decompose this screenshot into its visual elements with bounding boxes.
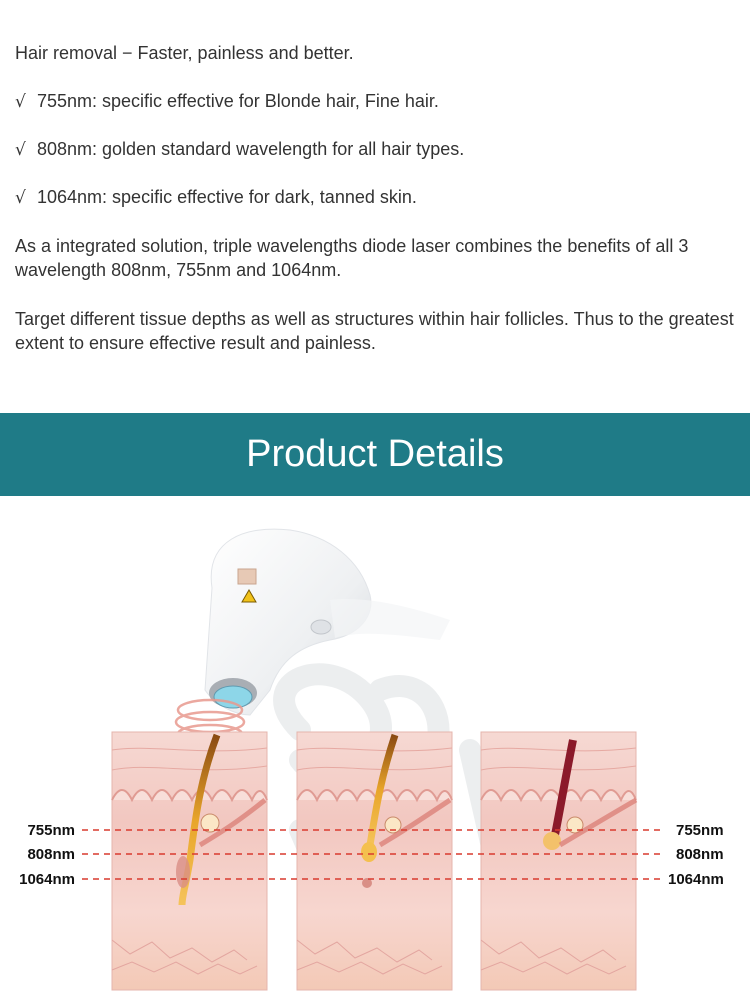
- check-icon: √: [15, 140, 26, 160]
- product-details-banner: [0, 413, 750, 496]
- hair-follicle-illustration: [0, 500, 750, 999]
- wavelength-point-text: 1064nm: specific effective for dark, tanned skin.: [37, 187, 417, 207]
- wavelength-point-1064: [15, 185, 740, 210]
- depth-label-right-1064: 1064nm: [668, 871, 724, 888]
- check-icon: √: [15, 188, 26, 208]
- wavelength-point-755: [15, 89, 740, 114]
- banner-title: Product Details: [246, 433, 504, 475]
- skin-panel-right: [481, 732, 636, 990]
- integrated-solution-paragraph: As a integrated solution, triple wavelengths diode laser combines the benefits of all 3 wavelength 808nm, 755nm and 1064nm.: [15, 236, 689, 280]
- depth-label-left-1064: 1064nm: [19, 871, 75, 888]
- handpiece-button: [311, 620, 331, 634]
- depth-label-left-808: 808nm: [27, 846, 75, 863]
- tissue-depth-paragraph: Target different tissue depths as well as structures within hair follicles. Thus to the greatest extent to ensure effective result and painless.: [15, 309, 734, 353]
- depth-label-right-755: 755nm: [676, 822, 724, 839]
- intro-line: Hair removal − Faster, painless and better.: [15, 43, 354, 63]
- depth-label-right-808: 808nm: [676, 846, 724, 863]
- wavelength-point-text: 755nm: specific effective for Blonde hair, Fine hair.: [37, 91, 439, 111]
- wavelength-point-text: 808nm: golden standard wavelength for all hair types.: [37, 139, 465, 159]
- check-icon: √: [15, 92, 26, 112]
- skin-panel-left: [112, 732, 267, 990]
- depth-label-left-755: 755nm: [27, 822, 75, 839]
- skin-panel-middle: [297, 732, 452, 990]
- wavelength-point-808: [15, 137, 740, 162]
- aperture-label: [238, 569, 256, 584]
